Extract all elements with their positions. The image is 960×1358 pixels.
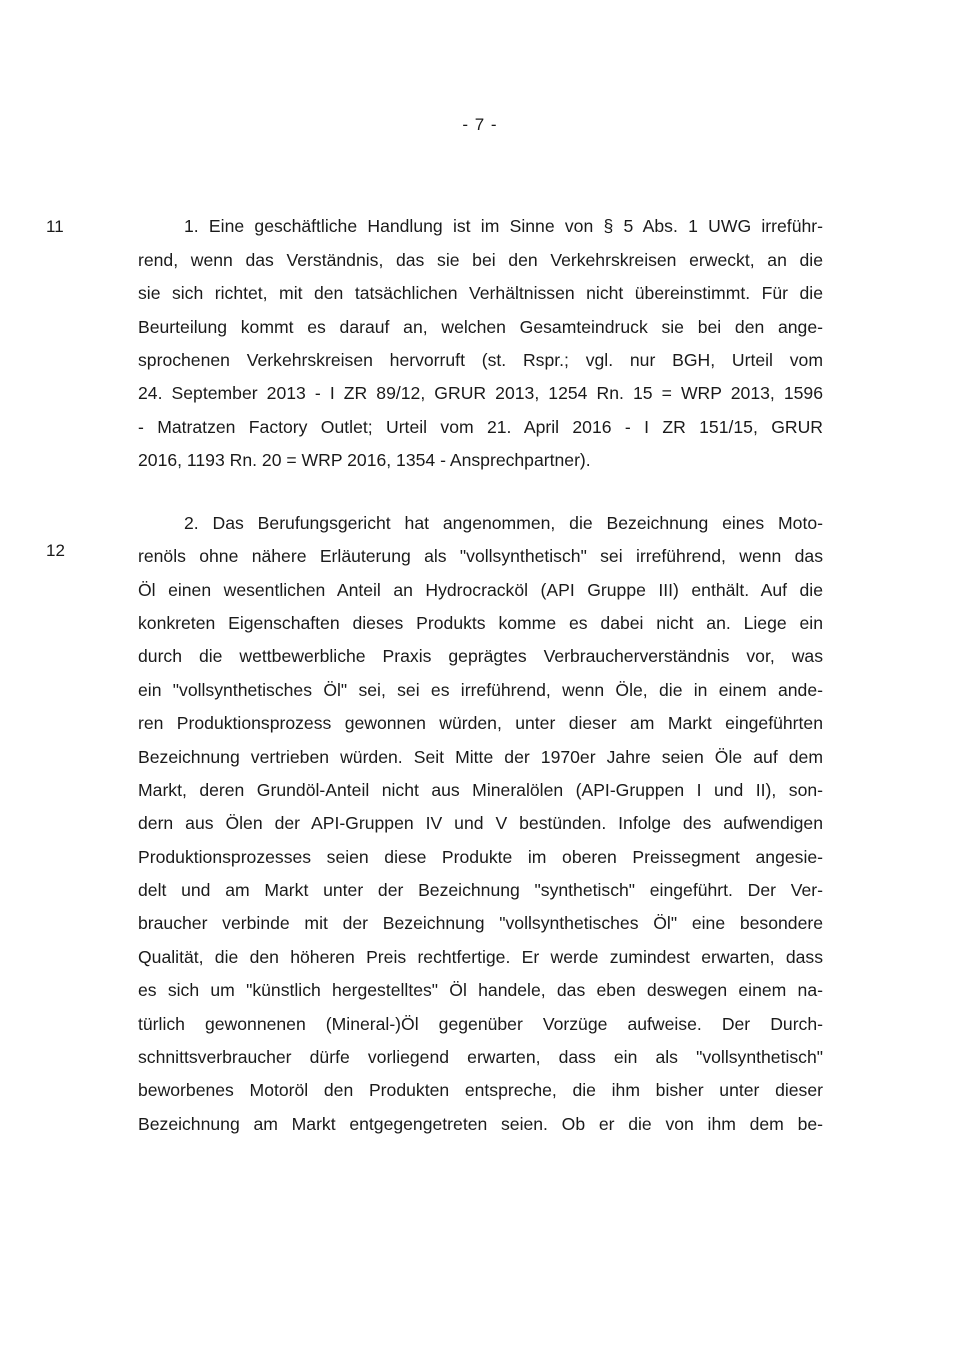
- text-line: Qualität, die den höheren Preis rechtfertige. Er werde zumindest erwarten, dass: [138, 947, 823, 967]
- text-line: ren Produktionsprozess gewonnen würden, unter dieser am Markt eingeführten: [138, 713, 823, 733]
- text-line: Öl einen wesentlichen Anteil an Hydrocracköl (API Gruppe III) enthält. Auf die: [138, 580, 823, 600]
- text-line: 2. Das Berufungsgericht hat angenommen, die Bezeichnung eines Moto-: [184, 513, 823, 533]
- text-line: sie sich richtet, mit den tatsächlichen Verhältnissen nicht übereinstimmt. Für die: [138, 283, 823, 303]
- text-line: Bezeichnung am Markt entgegengetreten seien. Ob er die von ihm dem be-: [138, 1114, 823, 1134]
- text-line: Beurteilung kommt es darauf an, welchen Gesamteindruck sie bei den ange-: [138, 317, 823, 337]
- text-line: es sich um "künstlich hergestelltes" Öl handele, das eben deswegen einem na-: [138, 980, 823, 1000]
- text-line: renöls ohne nähere Erläuterung als "vollsynthetisch" sei irreführend, wenn das: [138, 546, 823, 566]
- text-line: Bezeichnung vertrieben würden. Seit Mitte der 1970er Jahre seien Öle auf dem: [138, 747, 823, 767]
- page-number: - 7 -: [462, 115, 498, 134]
- text-line: sprochenen Verkehrskreisen hervorruft (st. Rspr.; vgl. nur BGH, Urteil vom: [138, 350, 823, 370]
- text-line: rend, wenn das Verständnis, das sie bei den Verkehrskreisen erweckt, an die: [138, 250, 823, 270]
- text-line: 1. Eine geschäftliche Handlung ist im Sinne von § 5 Abs. 1 UWG irreführ-: [184, 216, 823, 236]
- text-line: dern aus Ölen der API-Gruppen IV und V bestünden. Infolge des aufwendigen: [138, 813, 823, 833]
- text-line: durch die wettbewerbliche Praxis geprägtes Verbraucherverständnis vor, was: [138, 646, 823, 666]
- margin-number: 12: [46, 541, 65, 560]
- margin-number: 11: [46, 217, 64, 236]
- text-line: delt und am Markt unter der Bezeichnung "synthetisch" eingeführt. Der Ver-: [138, 880, 823, 900]
- text-line: ein "vollsynthetisches Öl" sei, sei es irreführend, wenn Öle, die in einem ande-: [138, 680, 823, 700]
- text-line: schnittsverbraucher dürfe vorliegend erwarten, dass ein als "vollsynthetisch": [138, 1047, 823, 1067]
- text-line: - Matratzen Factory Outlet; Urteil vom 21. April 2016 - I ZR 151/15, GRUR: [138, 417, 823, 437]
- text-line: Produktionsprozesses seien diese Produkte im oberen Preissegment angesie-: [138, 847, 823, 867]
- text-line: 24. September 2013 - I ZR 89/12, GRUR 2013, 1254 Rn. 15 = WRP 2013, 1596: [138, 383, 823, 403]
- text-line: 2016, 1193 Rn. 20 = WRP 2016, 1354 - Ansprechpartner).: [138, 450, 591, 470]
- text-line: beworbenes Motoröl den Produkten entspreche, die ihm bisher unter dieser: [138, 1080, 823, 1100]
- text-line: Markt, deren Grundöl-Anteil nicht aus Mineralölen (API-Gruppen I und II), son-: [138, 780, 823, 800]
- text-line: konkreten Eigenschaften dieses Produkts komme es dabei nicht an. Liege ein: [138, 613, 823, 633]
- text-line: türlich gewonnenen (Mineral-)Öl gegenüber Vorzüge aufweise. Der Durch-: [138, 1014, 823, 1034]
- text-line: braucher verbinde mit der Bezeichnung "vollsynthetisches Öl" eine besondere: [138, 913, 823, 933]
